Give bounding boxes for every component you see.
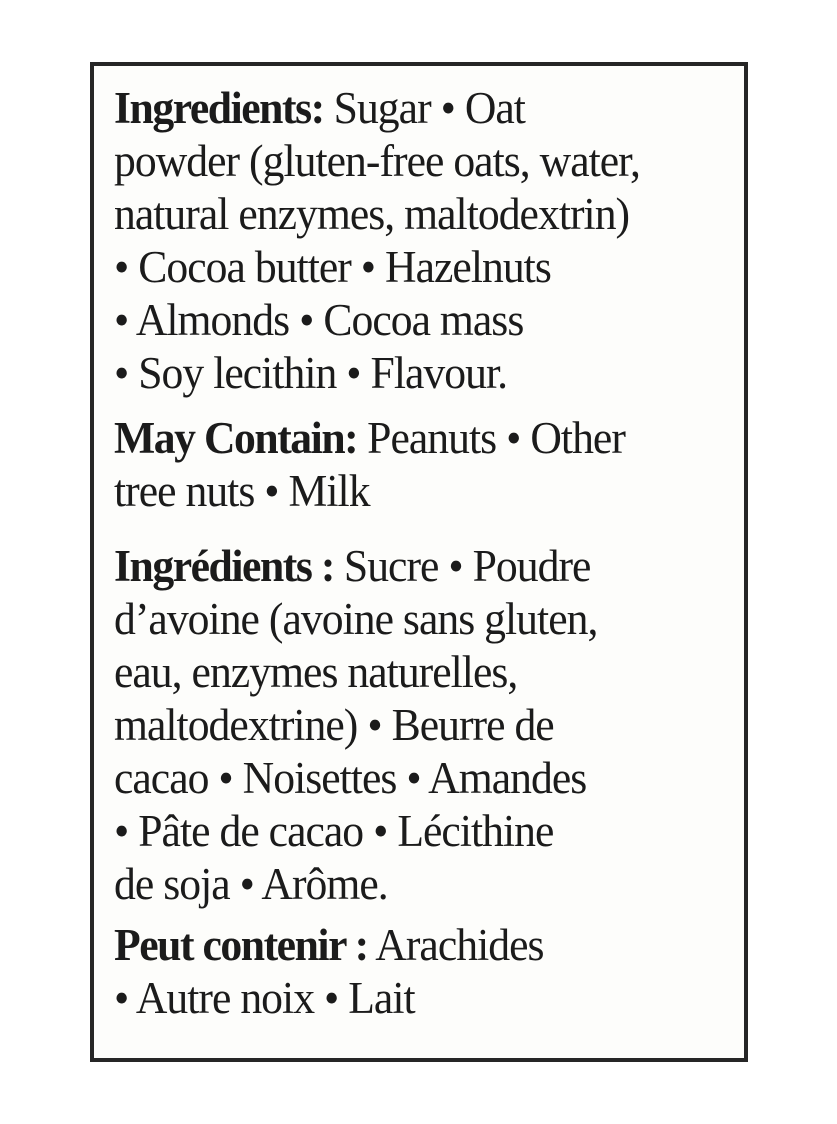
line-text: eau, enzymes naturelles, [114, 647, 518, 697]
line-text: • Soy lecithin • Flavour. [114, 348, 508, 398]
line-text: d’avoine (avoine sans gluten, [114, 594, 598, 644]
label-line [114, 135, 715, 188]
label-line [114, 188, 715, 241]
line-text: Arachides [367, 920, 544, 970]
section-heading-may-contain-en: May Contain: [114, 413, 358, 463]
label-line [114, 646, 715, 699]
label-line [114, 858, 715, 911]
label-line [114, 294, 715, 347]
line-text: Sucre • Poudre [333, 541, 591, 591]
label-line [114, 972, 715, 1025]
ingredient-label [90, 62, 748, 1062]
label-line [114, 412, 715, 465]
section-may-contain-en [114, 412, 734, 518]
label-line [114, 540, 715, 593]
section-ingredients-fr [114, 540, 734, 911]
line-text: • Cocoa butter • Hazelnuts [114, 242, 551, 292]
line-text: tree nuts • Milk [114, 466, 370, 516]
line-text: Sugar • Oat [323, 83, 525, 133]
line-text: Peanuts • Other [357, 413, 625, 463]
section-heading-ingredients-en: Ingredients: [114, 83, 324, 133]
line-text: powder (gluten-free oats, water, [114, 136, 640, 186]
label-line [114, 805, 715, 858]
label-line [114, 241, 715, 294]
line-text: • Autre noix • Lait [114, 973, 415, 1023]
label-line [114, 593, 715, 646]
section-heading-may-contain-fr: Peut contenir : [114, 920, 368, 970]
line-text: • Pâte de cacao • Lécithine [114, 806, 554, 856]
label-line [114, 82, 715, 135]
line-text: de soja • Arôme. [114, 859, 388, 909]
line-text: natural enzymes, maltodextrin) [114, 189, 630, 239]
line-text: cacao • Noisettes • Amandes [114, 753, 587, 803]
section-may-contain-fr [114, 919, 734, 1025]
label-line [114, 699, 715, 752]
line-text: • Almonds • Cocoa mass [114, 295, 524, 345]
section-ingredients-en [114, 82, 734, 400]
line-text: maltodextrine) • Beurre de [114, 700, 554, 750]
label-line [114, 465, 715, 518]
label-line [114, 752, 715, 805]
section-heading-ingredients-fr: Ingrédients : [114, 541, 334, 591]
label-line [114, 919, 715, 972]
label-line [114, 347, 715, 400]
